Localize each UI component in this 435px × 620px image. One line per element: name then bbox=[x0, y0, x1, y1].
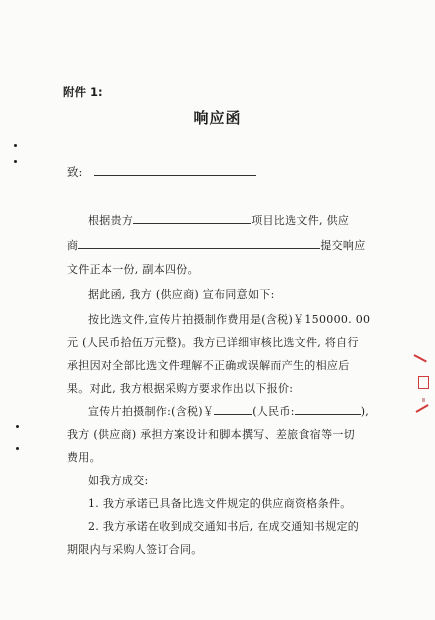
project-name-blank bbox=[133, 213, 251, 224]
paragraph-3-line-2: 元 (人民币拾伍万元整)。我方已详细审核比选文件, 将自行 bbox=[67, 336, 359, 349]
margin-mark bbox=[16, 447, 19, 450]
paragraph-3-line-3: 承担因对全部比选文件理解不正确或误解而产生的相应后 bbox=[67, 359, 350, 372]
stamp-stroke bbox=[414, 354, 427, 362]
paragraph-5: 如我方成交: bbox=[88, 474, 149, 487]
to-label: 致: bbox=[67, 165, 83, 179]
paragraph-7-line-1: 2. 我方承诺在收到成交通知书后, 在成交通知书规定的 bbox=[88, 520, 360, 533]
paragraph-1-line-3: 文件正本一份, 副本四份。 bbox=[67, 263, 199, 276]
addressee-line bbox=[67, 164, 256, 180]
stamp-box bbox=[418, 376, 429, 389]
attachment-label: 附件 1: bbox=[63, 85, 103, 99]
paragraph-4-line-1: 宣传片拍摄制作:(含税)￥ (人民币: ), bbox=[88, 405, 370, 418]
page-title: 响应函 bbox=[193, 109, 242, 127]
paragraph-2: 据此函, 我方 (供应商) 宣布同意如下: bbox=[88, 288, 275, 301]
seal-stamp-fragment bbox=[414, 354, 435, 434]
paragraph-4-line-2: 我方 (供应商) 承担方案设计和脚本撰写、差旅食宿等一切 bbox=[67, 428, 355, 441]
paragraph-1-line-1: 根据贵方 项目比选文件, 供应 bbox=[88, 214, 350, 227]
paragraph-7-line-2: 期限内与采购人签订合同。 bbox=[67, 543, 203, 556]
addressee-blank bbox=[94, 165, 256, 176]
margin-mark bbox=[16, 425, 19, 428]
supplier-name-blank bbox=[78, 238, 320, 249]
paragraph-1-line-2: 商 提交响应 bbox=[67, 239, 366, 252]
paragraph-6: 1. 我方承诺已具备比选文件规定的供应商资格条件。 bbox=[88, 497, 352, 510]
paragraph-4-line-3: 费用。 bbox=[67, 451, 101, 464]
paragraph-3-line-4: 果。对此, 我方根据采购方要求作出以下报价: bbox=[67, 382, 294, 395]
margin-mark bbox=[14, 144, 17, 147]
rmb-blank bbox=[295, 404, 361, 415]
paragraph-3-line-1: 按比选文件,宣传片拍摄制作费用是(含税)￥150000. 00 bbox=[88, 313, 371, 326]
stamp-stroke bbox=[422, 398, 425, 402]
margin-mark bbox=[14, 160, 17, 163]
price-blank bbox=[214, 404, 252, 415]
stamp-stroke bbox=[416, 404, 429, 413]
